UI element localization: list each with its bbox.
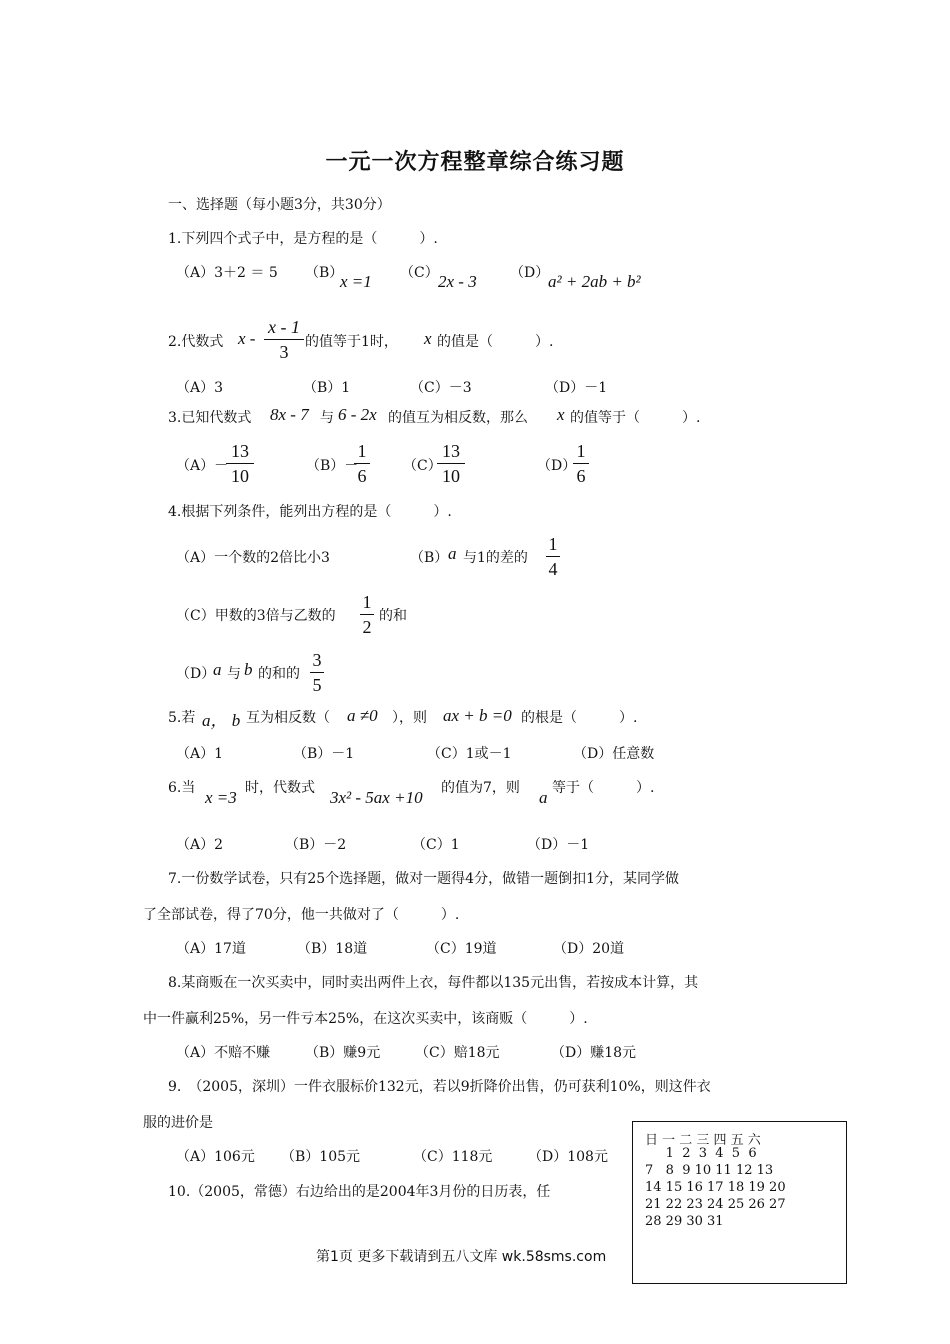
q1-option-c-math: 2x - 3 [438,272,477,291]
q3-option-c-fraction [437,440,465,487]
q9-line1: 9. （2005，深圳）一件衣服标价132元，若以9折降价出售，仍可获利10%，则这件衣 [168,1079,711,1095]
section-heading: 一、选择题（每小题3分，共30分） [168,197,391,213]
q8-option-c: （C）赔18元 [415,1045,500,1061]
calendar-row: 21 22 23 24 25 26 27 [645,1197,786,1212]
q9-option-c: （C）118元 [413,1149,493,1165]
q4-stem: 4.根据下列条件，能列出方程的是（ ）. [168,504,452,520]
calendar-row: 1 2 3 4 5 6 [645,1146,757,1161]
q5-mid: 互为相反数（ [246,710,330,726]
q3-mid2: 的值互为相反数，那么 [388,410,528,426]
q8-option-b: （B）赚9元 [305,1045,381,1061]
q3-option-d-fraction [573,440,589,487]
q2-option-b: （B）1 [303,380,351,396]
q5-mid2: ），则 [392,710,427,726]
q6-option-a: （A）2 [176,837,224,853]
q2-fraction-numerator: x - 1 [268,317,300,337]
calendar-row: 14 15 16 17 18 19 20 [645,1180,786,1195]
q4-b-numerator: 1 [548,534,558,554]
q3-mid1: 与 [320,410,334,426]
q6-prefix: 6.当 [168,780,196,796]
q6-mid2: 的值为7，则 [441,780,520,796]
q3-c-numerator: 13 [442,441,460,461]
q3-option-b-label: （B）－ [306,458,359,474]
q3-var-x: x [557,405,565,424]
q4-option-d-text: 的和的 [258,666,300,682]
q9-option-d: （D）108元 [528,1149,608,1165]
q2-option-a: （A）3 [176,380,224,396]
q1-option-d-label: （D） [510,265,550,281]
q7-line2: 了全部试卷，得了70分，他一共做对了（ ）. [143,907,460,923]
q4-option-d-var1: a [213,660,222,679]
q8-line1: 8.某商贩在一次买卖中，同时卖出两件上衣，每件都以135元出售，若按成本计算，其 [168,975,699,991]
q3-a-numerator: 13 [231,441,249,461]
q1-option-b-math: x =1 [340,272,372,291]
q6-a-var: a [539,788,548,807]
q9-option-b: （B）105元 [281,1149,361,1165]
q6-suffix: 等于（ ）. [552,780,655,796]
q4-option-d-label: （D） [176,666,216,682]
q3-a-denominator: 10 [231,466,249,486]
q3-option-d-label: （D） [537,458,577,474]
q3-prefix: 3.已知代数式 [168,410,252,426]
q2-option-c: （C）－3 [410,380,472,396]
q4-option-b-text: 与1的差的 [463,550,528,566]
q3-option-b-fraction [354,440,370,487]
q5-condition: a ≠0 [347,706,378,725]
q7-option-a: （A）17道 [176,941,246,957]
q2-prefix: 2.代数式 [168,334,224,350]
calendar-header: 日 一 二 三 四 五 六 [645,1133,761,1148]
q8-line2: 中一件赢利25%，另一件亏本25%，在这次买卖中，该商贩（ ）. [143,1011,588,1027]
page-title: 一元一次方程整章综合练习题 [325,150,625,175]
q5-option-b: （B）－1 [293,746,355,762]
q2-suffix: 的值是（ ）. [437,334,554,350]
q4-option-b-label: （B） [410,550,449,566]
q3-option-c-label: （C） [403,458,442,474]
q3-d-denominator: 6 [576,466,586,486]
fraction-bar [546,556,560,557]
fraction-bar [264,339,304,340]
q7-option-c: （C）19道 [426,941,497,957]
q2-math-x: x - [238,329,256,348]
q6-x-value: x =3 [205,788,237,807]
q6-expression: 3x² - 5ax +10 [330,788,423,807]
q6-mid: 时，代数式 [245,780,315,796]
q4-c-numerator: 1 [362,592,372,612]
q4-d-denominator: 5 [312,675,322,695]
q4-b-denominator: 4 [548,559,558,579]
q8-option-d: （D）赚18元 [551,1045,637,1061]
fraction-bar [310,672,324,673]
q7-line1: 7.一份数学试卷，只有25个选择题，做对一题得4分，做错一题倒扣1分，某同学做 [168,871,679,887]
q4-option-b-fraction [546,533,560,580]
q5-suffix: 的根是（ ）. [521,710,638,726]
fraction-bar [226,463,254,464]
q4-option-d-var2: b [244,660,253,679]
q4-option-d-mid: 与 [227,666,241,682]
q7-option-d: （D）20道 [553,941,625,957]
calendar-row: 7 8 9 10 11 12 13 [645,1163,774,1178]
q6-option-b: （B）－2 [285,837,347,853]
fraction-bar [360,614,374,615]
q4-c-denominator: 2 [362,617,372,637]
q4-option-b-var: a [448,544,457,563]
q4-option-c-fraction [360,591,374,638]
q3-suffix: 的值等于（ ）. [570,410,701,426]
q4-option-c-tail: 的和 [379,608,407,624]
q4-d-numerator: 3 [312,650,322,670]
q1-option-a: （A）3＋2 ＝ 5 [176,265,278,281]
q2-fraction [264,316,304,363]
q5-prefix: 5.若 [168,710,196,726]
calendar-box [632,1121,847,1284]
fraction-bar [354,463,370,464]
q3-d-numerator: 1 [576,441,586,461]
q5-option-a: （A）1 [176,746,224,762]
q7-option-b: （B）18道 [297,941,368,957]
q2-fraction-denominator: 3 [279,342,289,362]
q8-option-a: （A）不赔不赚 [176,1045,271,1061]
q2-option-d: （D）－1 [545,380,608,396]
q3-option-a-fraction [226,440,254,487]
q9-line2: 服的进价是 [143,1115,213,1131]
q2-mid: 的值等于1时， [305,334,398,350]
q1-option-c-label: （C） [400,265,439,281]
q3-c-denominator: 10 [442,466,460,486]
q3-option-a-label: （A）－ [176,458,229,474]
q10-line1: 10.（2005，常德）右边给出的是2004年3月份的日历表，任 [168,1184,551,1200]
q5-option-c: （C）1或－1 [427,746,512,762]
q1-option-d-math: a² + 2ab + b² [548,272,641,291]
q4-option-d-fraction [310,649,324,696]
fraction-bar [573,463,589,464]
calendar-row: 28 29 30 31 [645,1214,724,1229]
q4-option-a: （A）一个数的2倍比小3 [176,550,330,566]
q4-option-c-text: （C）甲数的3倍与乙数的 [176,608,336,624]
q5-vars: a， b [202,711,241,730]
fraction-bar [437,463,465,464]
q3-math-1: 8x - 7 [270,405,309,424]
question-1-stem: 1.下列四个式子中，是方程的是（ ）. [168,231,438,247]
q3-b-denominator: 6 [357,466,367,486]
q3-b-numerator: 1 [357,441,367,461]
q6-option-d: （D）－1 [527,837,590,853]
q5-option-d: （D）任意数 [573,746,655,762]
q6-option-c: （C）1 [412,837,460,853]
page-footer: 第1页 更多下载请到五八文库 wk.58sms.com [316,1249,607,1265]
q1-option-b-label: （B） [305,265,344,281]
q9-option-a: （A）106元 [176,1149,255,1165]
q2-var-x: x [424,329,432,348]
q5-equation: ax + b =0 [443,706,512,725]
q3-math-2: 6 - 2x [338,405,377,424]
